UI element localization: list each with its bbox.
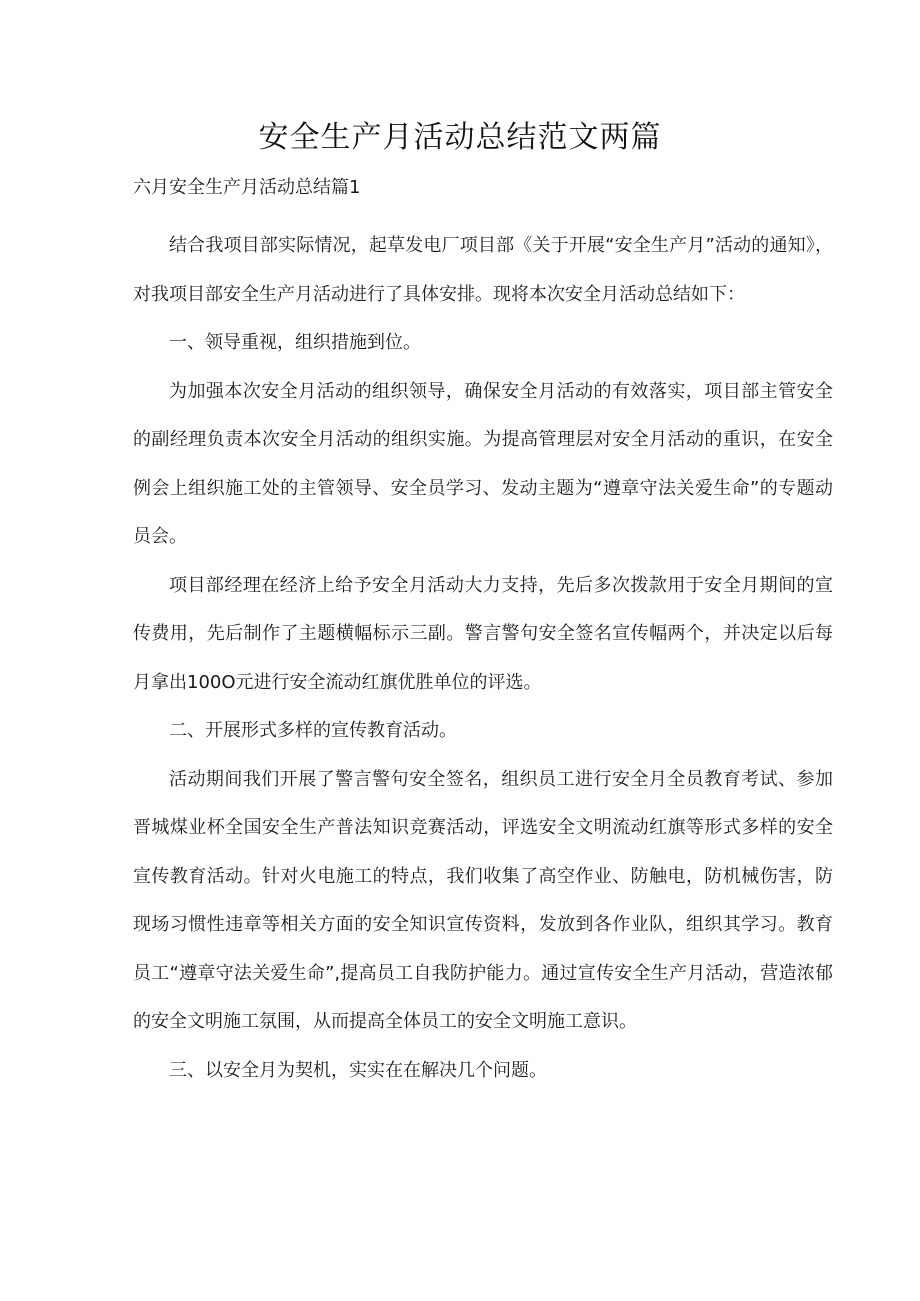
- heading-section-2: 二、开展形式多样的宣传教育活动。: [169, 720, 457, 741]
- paragraph-activities: 活动期间我们开展了警言警句安全签名，组织员工进行安全月全员教育考试、参加晋城煤业杯全国安全生产普法知识竞赛活动，评选安全文明流动红旗等形式多样的安全宣传教育活动。针对火电施工的特点，我们收集了高空作业、防触电，防机械伤害，防现场习惯性违章等相关方面的安全知识宣传资料，发放到各作业队，组织其学习。教育员工“遵章守法关爱生命”,提高员工自我防护能力。通过宣传安全生产月活动，营造浓郁的安全文明施工氛围，从而提高全体员工的安全文明施工意识。: [133, 768, 833, 1032]
- heading-section-1: 一、领导重视，组织措施到位。: [169, 332, 421, 353]
- document-body: [133, 222, 833, 1095]
- section-subtitle: 六月安全生产月活动总结篇1: [133, 177, 361, 198]
- heading-section-3: 三、以安全月为契机，实实在在解决几个问题。: [169, 1059, 547, 1081]
- paragraph-funding: 项目部经理在经济上给予安全月活动大力支持，先后多次拨款用于安全月期间的宣传费用，先后制作了主题横幅标示三副。警言警句安全签名宣传幅两个，并决定以后每月拿出100O元进行安全流动红旗优胜单位的评选。: [133, 574, 833, 693]
- paragraph-leadership: 为加强本次安全月活动的组织领导，确保安全月活动的有效落实，项目部主管安全的副经理负责本次安全月活动的组织实施。为提高管理层对安全月活动的重识，在安全例会上组织施工处的主管领导、安全员学习、发动主题为“遵章守法关爱生命”的专题动员会。: [133, 380, 833, 547]
- document-title: 安全生产月活动总结范文两篇: [258, 120, 662, 155]
- paragraph-intro: 结合我项目部实际情况，起草发电厂项目部《关于开展“安全生产月”活动的通知》，对我项目部安全生产月活动进行了具体安排。现将本次安全月活动总结如下：: [133, 235, 833, 305]
